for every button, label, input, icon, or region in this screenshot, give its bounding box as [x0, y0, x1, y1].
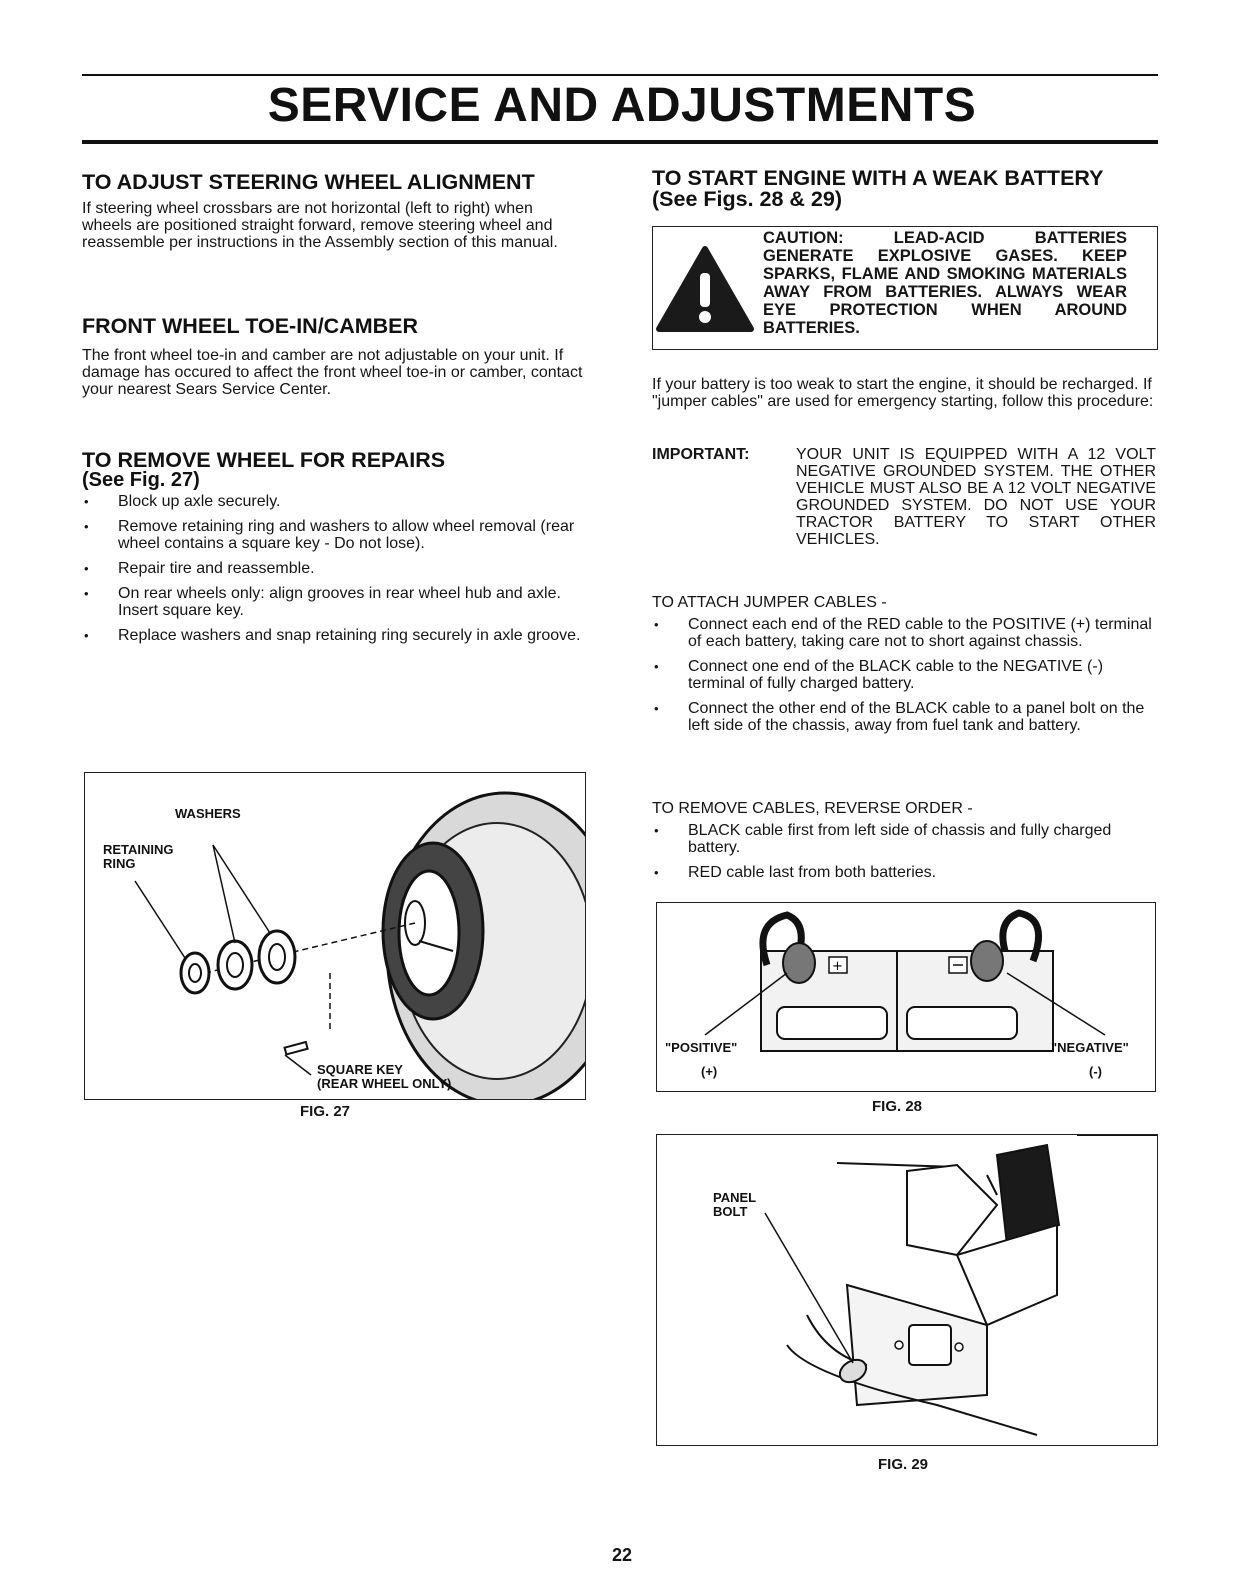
section-steering	[82, 172, 586, 251]
fig27-caption: FIG. 27	[300, 1103, 351, 1120]
fig29-illustration	[656, 1134, 1158, 1446]
important-label: IMPORTANT:	[652, 446, 750, 463]
svg-text:+: +	[832, 959, 843, 974]
battery-heading: TO START ENGINE WITH A WEAK BATTERY	[652, 166, 1104, 190]
section-attach	[652, 594, 1156, 734]
toe-in-heading: FRONT WHEEL TOE-IN/CAMBER	[82, 314, 419, 338]
attach-list	[652, 616, 1156, 734]
list-item: • Remove retaining ring and washers to allow wheel removal (rear wheel contains a square key - Do not lose).	[82, 518, 586, 552]
section-remove-cables	[652, 800, 1156, 881]
list-item: • RED cable last from both batteries.	[652, 864, 1156, 881]
list-item: • Connect one end of the BLACK cable to the NEGATIVE (-) terminal of fully charged battery.	[652, 658, 1156, 692]
top-rule-upper	[82, 74, 1158, 76]
fig28-caption: FIG. 28	[872, 1098, 923, 1115]
panel-label: PANEL	[713, 1190, 757, 1205]
list-item: • Block up axle securely.	[82, 493, 586, 510]
square-key-label-line2: (REAR WHEEL ONLY)	[317, 1076, 452, 1091]
important-text: YOUR UNIT IS EQUIPPED WITH A 12 VOLT NEGATIVE GROUNDED SYSTEM. THE OTHER VEHICLE MUST ALSO BE A 12 VOLT NEGATIVE GROUNDED SYSTEM. DO NOT USE YOUR TRACTOR BATTERY TO START OTHER VEHICLES.	[796, 446, 1156, 548]
bolt-label: BOLT	[713, 1204, 748, 1219]
list-item: • Connect the other end of the BLACK cable to a panel bolt on the left side of the chassis, away from fuel tank and battery.	[652, 700, 1156, 734]
battery-subheading: (See Figs. 28 & 29)	[652, 187, 842, 211]
list-item: • Repair tire and reassemble.	[82, 560, 586, 577]
negative-label: "NEGATIVE"	[1051, 1040, 1129, 1055]
remove-cables-heading: TO REMOVE CABLES, REVERSE ORDER -	[652, 800, 973, 817]
list-item: • Replace washers and snap retaining ring securely in axle groove.	[82, 627, 586, 644]
section-battery	[652, 168, 1158, 210]
wheel-illustration	[85, 773, 585, 1099]
negative-sign-label: (-)	[1089, 1064, 1102, 1079]
remove-wheel-list	[82, 493, 586, 644]
page-number: 22	[611, 1545, 633, 1565]
battery-illustration	[657, 903, 1155, 1091]
steering-text: If steering wheel crossbars are not horizontal (left to right) when wheels are positioned straight forward, remove steering wheel and reassemble per instructions in the Assembly section of this manual.	[82, 200, 558, 251]
toe-in-text: The front wheel toe-in and camber are not adjustable on your unit. If damage has occured to affect the front wheel toe-in or camber, contact your nearest Sears Service Center.	[82, 347, 583, 398]
steering-heading: TO ADJUST STEERING WHEEL ALIGNMENT	[82, 170, 535, 194]
fig29-caption: FIG. 29	[878, 1456, 929, 1473]
attach-heading: TO ATTACH JUMPER CABLES -	[652, 594, 887, 611]
retaining-label-line1: RETAINING	[103, 842, 174, 857]
fig28-illustration	[656, 902, 1156, 1092]
warning-icon	[653, 227, 763, 349]
list-item: • On rear wheels only: align grooves in rear wheel hub and axle. Insert square key.	[82, 585, 586, 619]
list-item: • Connect each end of the RED cable to the POSITIVE (+) terminal of each battery, taking care not to short against chassis.	[652, 616, 1156, 650]
square-key-label-line1: SQUARE KEY	[317, 1062, 403, 1077]
remove-cables-list	[652, 822, 1156, 881]
washers-label: WASHERS	[175, 806, 241, 821]
positive-label: "POSITIVE"	[665, 1040, 738, 1055]
fig27-illustration	[84, 772, 586, 1100]
section-remove-wheel	[82, 450, 586, 644]
caution-box	[652, 226, 1158, 350]
retaining-label-line2: RING	[103, 856, 136, 871]
caution-text: CAUTION: LEAD-ACID BATTERIES GENERATE EXPLOSIVE GASES. KEEP SPARKS, FLAME AND SMOKING MATERIALS AWAY FROM BATTERIES. ALWAYS WEAR EYE PROTECTION WHEN AROUND BATTERIES.	[763, 229, 1127, 337]
list-item: • BLACK cable first from left side of chassis and fully charged battery.	[652, 822, 1156, 856]
top-rule-lower	[82, 140, 1158, 144]
page-title: SERVICE AND ADJUSTMENTS	[267, 79, 977, 132]
panel-bolt-illustration	[657, 1135, 1157, 1445]
intro-text: If your battery is too weak to start the engine, it should be recharged. If "jumper cables" are used for emergency starting, follow this procedure:	[652, 376, 1154, 410]
remove-wheel-subheading: (See Fig. 27)	[82, 469, 200, 491]
section-toe-in	[82, 316, 586, 398]
remove-wheel-heading: TO REMOVE WHEEL FOR REPAIRS	[82, 448, 446, 472]
positive-sign-label: (+)	[701, 1064, 718, 1079]
